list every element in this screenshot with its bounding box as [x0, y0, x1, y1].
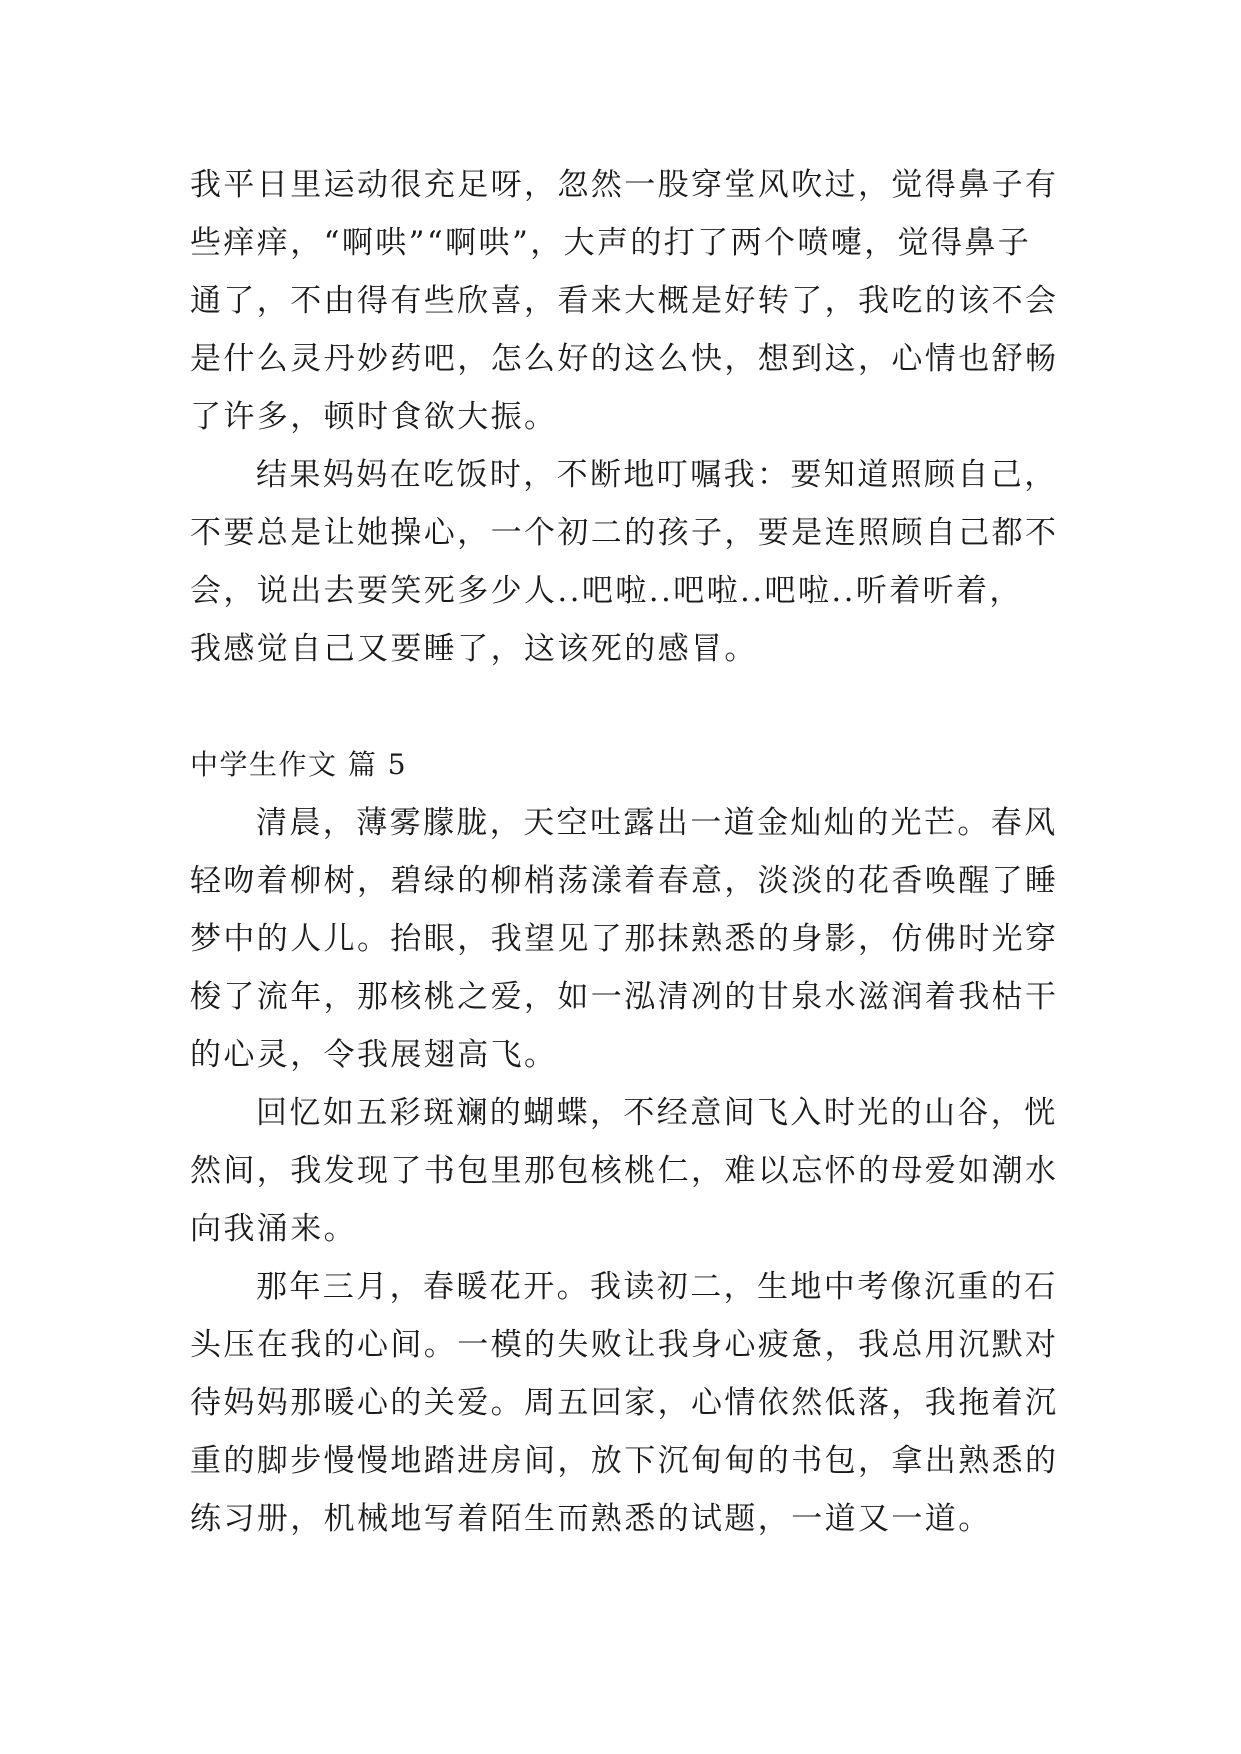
paragraph-line: 梭了流年，那核桃之爱，如一泓清冽的甘泉水滋润着我枯干 [190, 979, 1059, 1015]
paragraph-line: 那年三月，春暖花开。我读初二，生地中考像沉重的石 [256, 1269, 1058, 1305]
paragraph-line: 通了，不由得有些欣喜，看来大概是好转了，我吃的该不会 [190, 283, 1059, 319]
paragraph-line: 不要总是让她操心，一个初二的孩子，要是连照顾自己都不 [190, 515, 1059, 551]
paragraph-line: 梦中的人儿。抬眼，我望见了那抹熟悉的身影，仿佛时光穿 [190, 921, 1059, 957]
paragraph-line: 轻吻着柳树，碧绿的柳梢荡漾着春意，淡淡的花香唤醒了睡 [190, 863, 1059, 899]
paragraph-line: 向我涌来。 [190, 1211, 357, 1247]
paragraph-line: 待妈妈那暖心的关爱。周五回家，心情依然低落，我拖着沉 [190, 1385, 1059, 1421]
paragraph-line: 重的脚步慢慢地踏进房间，放下沉甸甸的书包，拿出熟悉的 [190, 1443, 1059, 1479]
paragraph-line: 然间，我发现了书包里那包核桃仁，难以忘怀的母爱如潮水 [190, 1153, 1059, 1189]
paragraph-line: 头压在我的心间。一模的失败让我身心疲惫，我总用沉默对 [190, 1327, 1059, 1363]
paragraph-line: 我平日里运动很充足呀，忽然一股穿堂风吹过，觉得鼻子有 [190, 167, 1059, 203]
paragraph-line: 清晨，薄雾朦胧，天空吐露出一道金灿灿的光芒。春风 [256, 805, 1058, 841]
paragraph-line: 练习册，机械地写着陌生而熟悉的试题，一道又一道。 [190, 1501, 992, 1537]
section-heading: 中学生作文 篇 5 [190, 748, 408, 781]
paragraph-line: 回忆如五彩斑斓的蝴蝶，不经意间飞入时光的山谷，恍 [256, 1095, 1058, 1131]
paragraph-line: 了许多，顿时食欲大振。 [190, 399, 558, 435]
paragraph-line: 我感觉自己又要睡了，这该死的感冒。 [190, 631, 758, 667]
paragraph-line: 结果妈妈在吃饭时，不断地叮嘱我：要知道照顾自己， [256, 457, 1058, 493]
paragraph-line: 会，说出去要笑死多少人..吧啦..吧啦..吧啦..听着听着， [190, 573, 1023, 609]
paragraph-line: 是什么灵丹妙药吧，怎么好的这么快，想到这，心情也舒畅 [190, 341, 1059, 377]
paragraph-line: 的心灵，令我展翅高飞。 [190, 1037, 558, 1073]
paragraph-line: 些痒痒，“啊哄”“啊哄”，大声的打了两个喷嚏，觉得鼻子 [190, 225, 1032, 261]
